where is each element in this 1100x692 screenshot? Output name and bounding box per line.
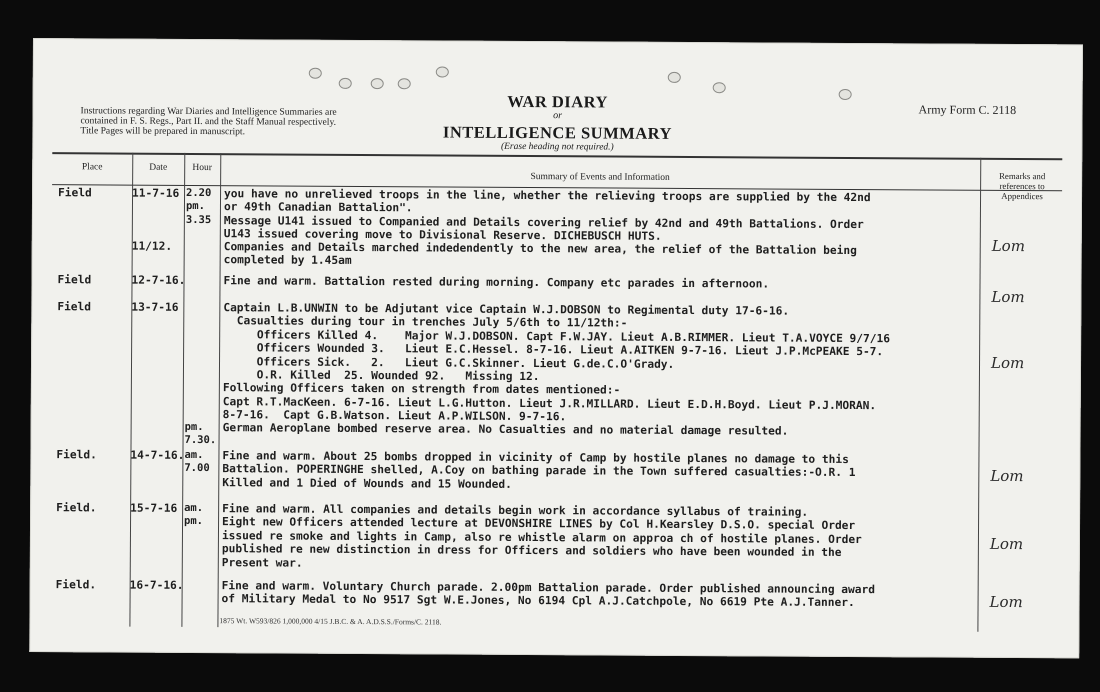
instructions-text: Instructions regarding War Diaries and Intelligence Summaries are contained in F. S. Regs., Part II. and the Staff Manual respectively. Title Pages will be prepared in manuscript. bbox=[80, 105, 337, 138]
entry-text-line: German Aeroplane bombed reserve area. No Casualties and no material damage resulted. bbox=[222, 421, 789, 438]
entry-text-line: completed by 1.45am bbox=[223, 253, 352, 268]
entry-text-line: Battalion. POPERINGHE shelled, A.Coy on bathing parade in the Town suffered casualties:-O.R. 1 bbox=[222, 462, 856, 480]
page-subtitle: INTELLIGENCE SUMMARY bbox=[442, 122, 672, 143]
binder-hole bbox=[339, 78, 352, 89]
entry-date: 16-7-16. bbox=[129, 578, 184, 592]
entry-hour: 2.20 bbox=[186, 186, 212, 200]
entry-text-line: Fine and warm. Battalion rested during morning. Company etc parades in afternoon. bbox=[223, 274, 770, 291]
entry-place: Field bbox=[57, 300, 92, 314]
entry-date: 12-7-16. bbox=[131, 273, 186, 287]
entry-place: Field. bbox=[56, 501, 97, 515]
entry-text-line: Present war. bbox=[221, 555, 303, 570]
col-divider bbox=[217, 153, 221, 627]
binder-hole bbox=[371, 78, 384, 89]
entry-hour: pm. bbox=[184, 420, 204, 434]
entry-text-line: Eight new Officers attended lecture at DEVONSHIRE LINES by Col H.Kearsley D.S.O. special Order bbox=[222, 515, 856, 533]
entry-text-line: issued re smoke and lights in Camp, also re whistle alarm on approa ch of hostile planes. Order bbox=[221, 528, 862, 546]
entry-text-line: Fine and warm. About 25 bombs dropped in vicinity of Camp by hostile planes no damage to this bbox=[222, 449, 849, 466]
binder-hole bbox=[713, 82, 726, 93]
entry-text-line: Fine and warm. Voluntary Church parade. 2.00pm Battalion parade. Order published announcing award bbox=[221, 579, 876, 597]
binder-hole bbox=[309, 68, 322, 79]
entry-hour: pm. bbox=[185, 199, 205, 213]
column-header-place: Place bbox=[81, 162, 103, 173]
entry-date: 11/12. bbox=[131, 239, 173, 253]
form-footer: 1875 Wt. W593/826 1,000,000 4/15 J.B.C. & A. A.D.S.S./Forms/C. 2118. bbox=[219, 616, 442, 627]
signature-initials: Lom bbox=[990, 466, 1024, 486]
entry-place: Field. bbox=[55, 578, 97, 592]
entry-text-line: Officers Wounded 3. Lieut E.C.Hessel. 8-7-16. Lieut A.AITKEN 9-7-16. Lieut J.P.McPEAKE 5-7. bbox=[223, 341, 884, 359]
entry-text-line: Captain L.B.UNWIN to be Adjutant vice Captain W.J.DOBSON to Regimental duty 17-6-16. bbox=[223, 301, 790, 318]
entry-place: Field bbox=[58, 186, 92, 200]
entry-hour: 7.00 bbox=[184, 461, 210, 475]
signature-initials: Lom bbox=[990, 353, 1025, 373]
entry-hour: pm. bbox=[184, 514, 204, 528]
entry-place: Field bbox=[57, 273, 92, 287]
page-title: WAR DIARY bbox=[507, 91, 608, 112]
entry-text-line: 8-7-16. Capt G.B.Watson. Lieut A.P.WILSON. 9-7-16. bbox=[222, 408, 567, 424]
entry-date: 14-7-16. bbox=[130, 448, 185, 462]
title-or: or bbox=[553, 110, 563, 122]
col-divider bbox=[129, 153, 133, 627]
entry-hour: am. bbox=[184, 501, 204, 515]
war-diary-sheet bbox=[29, 38, 1083, 658]
entry-text-line: you have no unrelieved troops in the line, whether the relieving troops are supplied by the 42nd bbox=[224, 187, 871, 205]
entry-text-line: Officers Sick. 2. Lieut G.C.Skinner. Lieut G.de.C.O'Grady. bbox=[222, 354, 675, 371]
entry-place: Field. bbox=[56, 448, 97, 462]
entry-text-line: published re new distinction in dress for Officers and soldiers who have been wounded in the bbox=[221, 542, 842, 560]
entry-date: 15-7-16 bbox=[130, 501, 178, 515]
entry-hour: 7.30. bbox=[184, 433, 217, 447]
signature-initials: Lom bbox=[989, 592, 1023, 612]
entry-date: 13-7-16 bbox=[131, 300, 179, 314]
entry-text-line: Officers Killed 4. Major W.J.DOBSON. Capt F.W.JAY. Lieut A.B.RIMMER. Lieut T.A.VOYCE 9/7/16 bbox=[223, 327, 891, 346]
signature-initials: Lom bbox=[991, 236, 1026, 256]
column-header-hour: Hour bbox=[192, 162, 213, 174]
signature-initials: Lom bbox=[989, 534, 1024, 554]
entry-text-line: or 49th Canadian Battalion". bbox=[223, 200, 413, 215]
army-form-number: Army Form C. 2118 bbox=[918, 102, 1017, 118]
entry-text-line: Following Officers taken on strength from dates mentioned:- bbox=[222, 381, 621, 397]
entry-text-line: of Military Medal to No 9517 Sgt W.E.Jones, No 6194 Cpl A.J.Catchpole, No 6619 Pte A.J.Tanner. bbox=[221, 592, 855, 610]
column-header-date: Date bbox=[149, 162, 168, 173]
entry-text-line: Casualties during tour in trenches July 5/6th to 11/12th:- bbox=[223, 314, 628, 331]
entry-text-line: Capt R.T.MacKeen. 6-7-16. Lieut L.G.Hutton. Lieut J.R.MILLARD. Lieut E.D.H.Boyd. Lieut P.J.MORAN. bbox=[222, 394, 877, 412]
entry-text-line: O.R. Killed 25. Wounded 92. Missing 12. bbox=[222, 368, 540, 384]
entry-hour: am. bbox=[184, 448, 204, 462]
entry-text-line: U143 issued covering move to Divisional Reserve. DICHEBUSCH HUTS. bbox=[223, 227, 662, 244]
binder-hole bbox=[668, 72, 681, 83]
entry-date: 11-7-16 bbox=[132, 186, 180, 200]
column-header-remarks: Remarks and references to Appendices bbox=[999, 170, 1046, 202]
entry-hour: 3.35 bbox=[185, 213, 212, 227]
binder-hole bbox=[398, 78, 411, 89]
column-header-summary: Summary of Events and Information bbox=[530, 172, 670, 183]
erase-note: (Erase heading not required.) bbox=[500, 141, 614, 153]
entry-text-line: Killed and 1 Died of Wounds and 15 Wounded. bbox=[222, 475, 512, 491]
signature-initials: Lom bbox=[991, 287, 1025, 307]
binder-hole bbox=[436, 66, 449, 77]
col-divider bbox=[181, 153, 185, 627]
entry-text-line: Fine and warm. All companies and details begin work in accordance syllabus of training. bbox=[222, 502, 809, 519]
entry-text-line: Companies and Details marched indedendently to the new area, the relief of the Battalion being bbox=[223, 240, 857, 258]
entry-text-line: Message U141 issued to Companied and Details covering relief by 42nd and 49th Battalions. Order bbox=[223, 214, 864, 232]
